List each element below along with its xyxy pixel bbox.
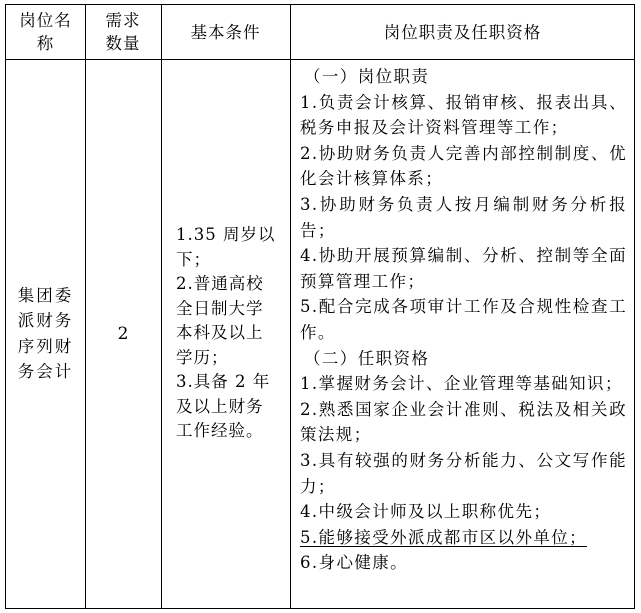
position-name: 集团委派财务序列财务会计 <box>17 285 74 381</box>
qualification-item-underlined: 5.能够接受外派成都市区以外单位； <box>300 527 588 547</box>
qualification-item: 6.身心健康。 <box>300 553 409 573</box>
responsibility-item: 5.配合完成各项审计工作及合规性检查工作。 <box>300 297 627 342</box>
condition-item: 1.35 周岁以下； <box>176 225 276 269</box>
table-row-count <box>85 59 161 608</box>
qualifications-title: （二）任职资格 <box>304 348 430 368</box>
header-basic-conditions: 基本条件 <box>190 22 261 42</box>
conditions-list <box>161 223 290 444</box>
condition-item: 2.普通高校全日制大学本科及以上学历； <box>176 274 264 367</box>
header-demand-count: 需求数量 <box>105 11 141 53</box>
responsibility-item: 1.负责会计核算、报销审核、报表出具、税务申报及会计资料管理等工作； <box>300 92 627 138</box>
condition-item: 3.具备 2 年及以上财务工作经验。 <box>176 372 271 441</box>
table-row-duties <box>290 59 635 608</box>
responsibility-item: 3.协助财务负责人按月编制财务分析报告； <box>300 194 627 240</box>
qualification-item: 2.熟悉国家企业会计准则、税法及相关政策法规； <box>300 399 627 445</box>
responsibility-item: 2.协助财务负责人完善内部控制制度、优化会计核算体系； <box>300 143 627 189</box>
qualification-item: 3.具有较强的财务分析能力、公文写作能力； <box>300 450 627 496</box>
header-duties-qualifications: 岗位职责及任职资格 <box>383 22 542 42</box>
table-row-position <box>6 59 85 608</box>
recruitment-table <box>5 4 635 609</box>
responsibility-item: 4.协助开展预算编制、分析、控制等全面预算管理工作； <box>300 246 627 291</box>
qualification-item: 1.掌握财务会计、企业管理等基础知识； <box>300 374 623 394</box>
responsibilities-title: （一）岗位职责 <box>304 67 430 86</box>
table-row-conditions <box>161 59 290 608</box>
demand-count: 2 <box>117 323 129 344</box>
header-position-name: 岗位名称 <box>19 11 72 53</box>
qualification-item: 4.中级会计师及以上职称优先； <box>300 502 552 522</box>
